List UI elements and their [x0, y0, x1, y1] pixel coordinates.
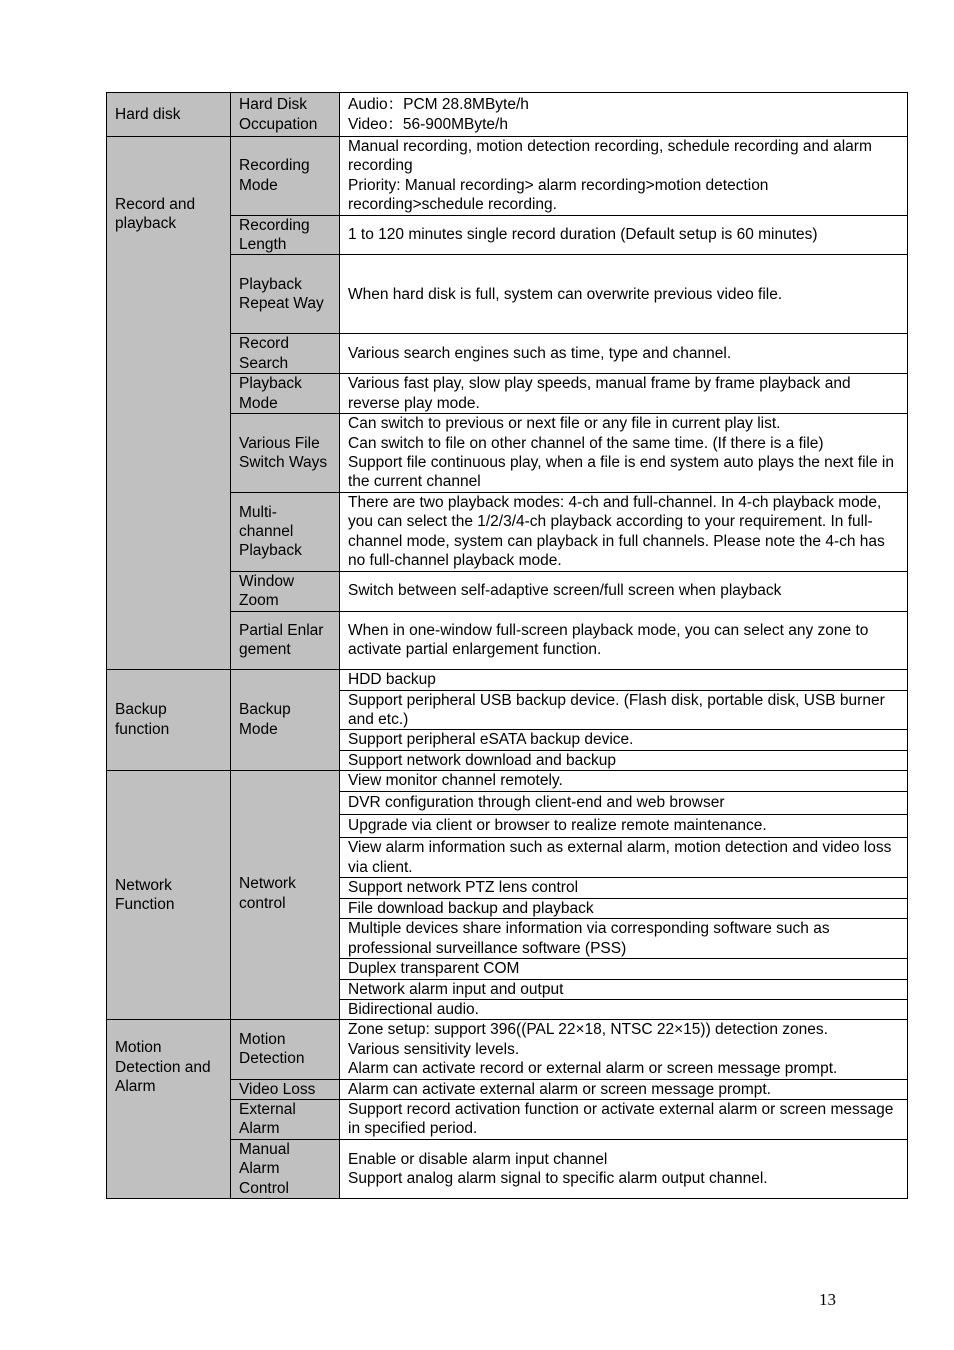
- desc-line: Alarm can activate record or external alarm or screen message prompt.: [348, 1060, 838, 1078]
- desc-multi-channel-playback: There are two playback modes: 4-ch and full-channel. In 4-ch playback mode, you can select the 1/2/3/4-ch playback according to your requirement. In full-channel mode, system can playback in full channels. Please note the 4-ch has no full-channel playback mode.: [340, 492, 908, 571]
- item-label: Network control: [239, 875, 296, 912]
- table-row: [107, 771, 908, 792]
- desc-recording-mode: [340, 137, 908, 216]
- desc-network-line: Upgrade via client or browser to realize remote maintenance.: [340, 815, 908, 838]
- category-label: Motion Detection and Alarm: [115, 1039, 211, 1096]
- spec-table: [106, 92, 908, 1199]
- desc-backup-line: Support network download and backup: [340, 750, 908, 770]
- item-label: Partial Enlargement: [239, 621, 324, 658]
- desc-line: Can switch to file on other channel of the same time. (If there is a file): [348, 434, 824, 452]
- category-hard-disk: Hard disk: [107, 93, 231, 137]
- desc-network-line: Bidirectional audio.: [340, 999, 908, 1019]
- desc-network-line: View monitor channel remotely.: [340, 771, 908, 792]
- desc-line: Can switch to previous or next file or any file in current play list.: [348, 415, 781, 433]
- category-backup: Backup function: [107, 669, 231, 771]
- item-motion-detection: Motion Detection: [231, 1020, 340, 1079]
- desc-record-search: Various search engines such as time, type and channel.: [340, 334, 908, 374]
- item-recording-mode: Recording Mode: [231, 137, 340, 216]
- item-playback-mode: Playback Mode: [231, 374, 340, 414]
- desc-motion-detection: [340, 1020, 908, 1079]
- desc-playback-repeat-way: When hard disk is full, system can overwrite previous video file.: [340, 255, 908, 334]
- item-video-loss: Video Loss: [231, 1079, 340, 1099]
- item-network-control: [231, 771, 340, 1020]
- desc-various-file-switch-ways: [340, 414, 908, 493]
- desc-window-zoom: Switch between self-adaptive screen/full screen when playback: [340, 571, 908, 611]
- desc-network-line: Multiple devices share information via corresponding software such as professional surveillance software (PSS): [340, 919, 908, 959]
- desc-line: Manual recording, motion detection recording, schedule recording and alarm recording: [348, 138, 872, 175]
- desc-playback-mode: Various fast play, slow play speeds, manual frame by frame playback and reverse play mode.: [340, 374, 908, 414]
- item-record-search: Record Search: [231, 334, 340, 374]
- desc-network-line: View alarm information such as external alarm, motion detection and video loss via client.: [340, 838, 908, 878]
- page-number: 13: [819, 1290, 836, 1309]
- desc-network-line: Network alarm input and output: [340, 979, 908, 999]
- desc-backup-line: HDD backup: [340, 669, 908, 690]
- desc-network-line: Support network PTZ lens control: [340, 877, 908, 898]
- desc-line: Enable or disable alarm input channel: [348, 1150, 608, 1168]
- desc-line: Priority: Manual recording> alarm recording>motion detection recording>schedule recording.: [348, 176, 769, 214]
- desc-line: Various sensitivity levels.: [348, 1040, 520, 1058]
- category-network: Network Function: [107, 771, 231, 1020]
- desc-line: Zone setup: support 396((PAL 22×18, NTSC 22×15)) detection zones.: [348, 1021, 828, 1039]
- desc-network-line: File download backup and playback: [340, 898, 908, 918]
- item-external-alarm: External Alarm: [231, 1100, 340, 1140]
- desc-manual-alarm-control: [340, 1139, 908, 1198]
- item-backup-mode: Backup Mode: [231, 669, 340, 771]
- desc-line: Audio：PCM 28.8MByte/h: [348, 96, 529, 114]
- desc-line: Support file continuous play, when a file is end system auto plays the next file in the current channel: [348, 454, 894, 491]
- desc-network-line: Duplex transparent COM: [340, 959, 908, 979]
- desc-partial-enlargement: When in one-window full-screen playback mode, you can select any zone to activate partial enlargement function.: [340, 611, 908, 669]
- item-manual-alarm-control: Manual Alarm Control: [231, 1139, 340, 1198]
- desc-backup-line: Support peripheral eSATA backup device.: [340, 730, 908, 750]
- desc-hard-disk-occupation: [340, 93, 908, 137]
- category-record-playback: [107, 137, 231, 670]
- item-partial-enlargement: [231, 611, 340, 669]
- item-multi-channel-playback: Multi-channel Playback: [231, 492, 340, 571]
- desc-recording-length: 1 to 120 minutes single record duration (Default setup is 60 minutes): [340, 215, 908, 255]
- desc-network-line: DVR configuration through client-end and web browser: [340, 792, 908, 815]
- item-window-zoom: Window Zoom: [231, 571, 340, 611]
- table-row: [107, 93, 908, 137]
- table-row: [107, 137, 908, 216]
- table-row: [107, 1020, 908, 1079]
- item-recording-length: Recording Length: [231, 215, 340, 255]
- item-hard-disk-occupation: Hard Disk Occupation: [231, 93, 340, 137]
- item-various-file-switch-ways: Various File Switch Ways: [231, 414, 340, 493]
- desc-external-alarm: Support record activation function or activate external alarm or screen message in specified period.: [340, 1100, 908, 1140]
- desc-backup-line: Support peripheral USB backup device. (Flash disk, portable disk, USB burner and etc.): [340, 690, 908, 730]
- table-row: [107, 669, 908, 690]
- category-motion-alarm: [107, 1020, 231, 1199]
- desc-line: Video：56-900MByte/h: [348, 115, 508, 133]
- desc-line: Support analog alarm signal to specific alarm output channel.: [348, 1169, 768, 1187]
- item-playback-repeat-way: Playback Repeat Way: [231, 255, 340, 334]
- category-label: Record and playback: [115, 196, 196, 233]
- desc-video-loss: Alarm can activate external alarm or screen message prompt.: [340, 1079, 908, 1099]
